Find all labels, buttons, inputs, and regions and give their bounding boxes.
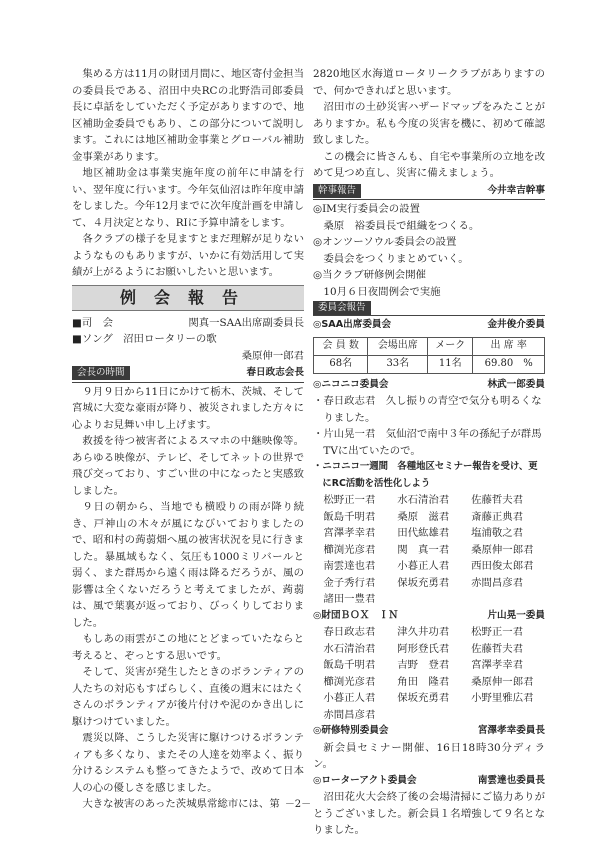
box-name-list xyxy=(313,624,545,723)
secretary-item-5: ◎当クラブ研修例会開催 xyxy=(313,269,426,281)
meeting-report-banner: 例会報告 xyxy=(72,285,304,311)
president-paragraph-6: 震災以降、こうした災害に駆けつけるボランティアも多くなり、またその人達を効率よく、振り分けるシステムも整ってきたようで、改めて日本人の心の優しさを感じました。 xyxy=(72,732,304,794)
name-row xyxy=(313,509,545,526)
member-name: 赤間昌彦君 xyxy=(471,576,524,589)
secretary-item-6: 10月６日夜間例会で実施 xyxy=(323,285,441,298)
member-name: 松野正一君 xyxy=(323,494,376,506)
secretary-name: 今井幸吉幹事 xyxy=(487,184,545,196)
cont-paragraph-3: この機会に皆さんも、自宅や事業所の立地を改めて見つめ直し、災害に備えましょう。 xyxy=(313,150,545,179)
member-name: 松野正一君 xyxy=(471,626,524,638)
name-row xyxy=(313,558,545,575)
secretary-report-tag: 幹事報告 xyxy=(313,184,361,198)
member-name: 角田 隆君 xyxy=(397,675,450,688)
attendance-value-cell: 68名 xyxy=(314,355,368,373)
rotaract-header xyxy=(313,773,545,790)
member-name: 水石清治君 xyxy=(323,642,376,655)
rotaract-title: ◎ローターアクト委員会 xyxy=(313,774,417,786)
member-name: 保坂充勇君 xyxy=(397,576,450,589)
member-name: 桑原 滋君 xyxy=(397,510,450,523)
member-name: 小暮正人君 xyxy=(323,692,376,704)
box-title: ◎財団ＢＯＸ ＩＮ xyxy=(313,609,399,621)
member-name: 斎藤正典君 xyxy=(471,510,524,523)
name-row xyxy=(313,591,545,608)
kenshu-text: 新会員セミナー開催、16日18時30分ディラン。 xyxy=(313,741,545,770)
nikoniko-item-2: ・片山晃一君 気仙沼で南中３年の孫紀子が群馬TVに出ていたので。 xyxy=(313,428,542,457)
name-row xyxy=(313,624,545,641)
member-name: 佐藤哲夫君 xyxy=(471,642,524,655)
president-name: 春日政志会長 xyxy=(246,367,304,378)
shikai-label: ■司 会 xyxy=(72,316,113,329)
president-paragraph-2: 救援を待つ被害者によるスマホの中継映像等。あらゆる映像が、テレビ、そしてネットの世界で飛び交っており、すごい世の中になったと実感致しました。 xyxy=(72,435,304,497)
saa-header xyxy=(313,317,545,334)
member-name: 諸田一豊君 xyxy=(323,593,376,605)
member-name: 宮澤孝幸君 xyxy=(323,527,376,539)
cont-paragraph-2: 沼田市の土砂災害ハザードマップをみたことがありますか。私も今度の災害を機に、初めて確認致しました。 xyxy=(313,101,545,146)
member-name: 阿形登氏君 xyxy=(397,642,450,655)
nikoniko-name-list xyxy=(313,492,545,608)
kenshu-header xyxy=(313,723,545,740)
secretary-item-1: ◎IM実行委員会の設置 xyxy=(313,203,420,215)
secretary-item-4: 委員会をつくりまとめていく。 xyxy=(323,252,469,265)
attendance-header-row xyxy=(314,337,545,355)
intro-paragraph-3: 各クラブの様子を見ますとまだ理解が足りないようなものもありますが、いかに有効活用して実績が上がるようにお願いしたいと思います。 xyxy=(72,233,304,278)
attendance-header-cell: メーク xyxy=(428,337,473,355)
song-line: ■ソング 沼田ロータリーの歌 xyxy=(72,333,217,345)
member-name: 南雲達也君 xyxy=(323,560,376,572)
page-number: －2－ xyxy=(284,799,312,810)
secretary-item-3: ◎オンツーソウル委員会の設置 xyxy=(313,236,457,248)
member-name: 飯島千明君 xyxy=(323,659,376,671)
member-name: 田代紘雄君 xyxy=(397,527,450,539)
member-name: 塩浦敬之君 xyxy=(471,527,524,539)
name-row xyxy=(313,674,545,691)
member-name: 櫛渕光彦君 xyxy=(323,675,376,688)
secretary-report-header xyxy=(313,183,545,201)
member-name: 保坂充勇君 xyxy=(397,692,450,704)
rotaract-text: 沼田花火大会終了後の会場清掃にご協力ありがとうございました。新会員１名増強して９名となりました。 xyxy=(313,791,545,836)
left-column xyxy=(72,66,304,813)
president-paragraph-7: 大きな被害のあった茨城県常総市には、第 xyxy=(82,798,280,810)
president-paragraph-1: ９月９日から11日にかけて栃木、茨城、そして宮城に大変な豪雨が降り、被災されました方々に心よりお見舞い申し上げます。 xyxy=(72,385,304,431)
member-name: 飯島千明君 xyxy=(323,510,376,523)
member-name: 小暮正人君 xyxy=(397,560,450,572)
member-name: 桑原伸一郎君 xyxy=(471,543,534,556)
shikai-value: 関真一SAA出席副委員長 xyxy=(188,316,304,329)
committee-report-tag: 委員会報告 xyxy=(313,301,371,315)
name-row xyxy=(313,707,545,724)
cont-paragraph-1: 2820地区水海道ロータリークラブがありますので、何かできればと思います。 xyxy=(313,68,545,97)
empty-name-slot xyxy=(471,591,545,608)
president-time-header xyxy=(72,365,304,383)
attendance-value-row xyxy=(314,355,545,373)
name-row xyxy=(313,542,545,559)
nikoniko-title: ◎ニコニコ委員会 xyxy=(313,378,389,390)
right-column xyxy=(313,66,545,839)
president-paragraph-4: もしあの雨雲がこの地にとどまっていたならと考えると、ぞっとする思いです。 xyxy=(72,633,304,662)
empty-name-slot xyxy=(471,707,545,724)
president-paragraph-5: そして、災害が発生したときのボランティアの人たちの対応もすばらしく、直後の週末にはたくさんのボランティアが後片付けや泥のかき出しに駆けつけていました。 xyxy=(72,666,304,728)
attendance-header-cell: 出 席 率 xyxy=(473,337,545,355)
nikoniko-header xyxy=(313,377,545,394)
name-row xyxy=(313,690,545,707)
member-name: 関 真一君 xyxy=(397,543,450,556)
secretary-item-2: 桑原 裕委員長で組織をつくる。 xyxy=(323,219,480,232)
attendance-table xyxy=(313,337,545,374)
name-row xyxy=(313,657,545,674)
saa-title: ◎SAA出席委員会 xyxy=(313,319,392,330)
chair-line xyxy=(72,315,304,332)
box-header xyxy=(313,608,545,625)
kenshu-chair: 宮澤孝幸委員長 xyxy=(477,725,545,736)
saa-chair: 金井俊介委員 xyxy=(487,319,545,330)
member-name: 小野里雅広君 xyxy=(471,692,534,704)
member-name: 水石清治君 xyxy=(397,494,450,506)
member-name: 津久井功君 xyxy=(397,626,450,638)
member-name: 桑原伸一郎君 xyxy=(471,675,534,688)
intro-paragraph-2: 地区補助金は事業実施年度の前年に申請を行い、翌年度に行います。今年気仙沼は昨年度申請をしました。今年12月までに次年度計画を申請して、４月決定となり、RIに予算申請をします。 xyxy=(72,167,304,229)
nikoniko-item-3: ・ニコニコ一週間 各種地区セミナー報告を受け、更にRC活動を活性化しよう xyxy=(313,461,538,489)
name-row xyxy=(313,641,545,658)
intro-paragraph-1: 集める方は11月の財団月間に、地区寄付金担当の委員長である、沼田中央RCの北野浩司郎委員長に卓話をしていただく予定がありますので、地区補助金委員でもあり、この部分について説明します。これには地区補助金事業とグローバル補助金事業があります。 xyxy=(72,68,304,163)
member-name: 佐藤哲夫君 xyxy=(471,494,524,506)
attendance-header-cell: 会 員 数 xyxy=(314,337,368,355)
member-name: 西田俊太郎君 xyxy=(471,560,534,572)
member-name: 金子秀行君 xyxy=(323,576,376,589)
kenshu-title: ◎研修特別委員会 xyxy=(313,725,389,736)
name-row xyxy=(313,525,545,542)
member-name: 宮澤孝幸君 xyxy=(471,659,524,671)
name-row xyxy=(313,575,545,592)
rotaract-chair: 南雲達也委員長 xyxy=(477,774,545,786)
empty-name-slot xyxy=(397,591,471,608)
committee-report-header xyxy=(313,301,545,316)
president-time-tag: 会長の時間 xyxy=(72,366,130,380)
song-leader: 桑原伸一郎君 xyxy=(241,349,304,362)
member-name: 吉野 登君 xyxy=(397,659,450,671)
nikoniko-chair: 林武一郎委員 xyxy=(487,378,545,390)
member-name: 櫛渕光彦君 xyxy=(323,543,376,556)
attendance-value-cell: 11名 xyxy=(428,355,473,373)
name-row xyxy=(313,492,545,509)
box-chair: 片山晃一委員 xyxy=(487,609,545,621)
member-name: 赤間昌彦君 xyxy=(323,708,376,721)
nikoniko-item-1: ・春日政志君 久し振りの青空で気分も明るくなりました。 xyxy=(313,395,542,424)
attendance-header-cell: 会場出席 xyxy=(368,337,428,355)
member-name: 春日政志君 xyxy=(323,626,376,638)
attendance-value-cell: 33名 xyxy=(368,355,428,373)
president-paragraph-3: ９日の朝から、当地でも横殴りの雨が降り続き、戸神山の木々が風になびいておりましたので、昭和村の蒟蒻畑へ風の被害状況を見に行きました。暴風域もなく、気圧も1000ミリバールと弱く、また群馬から遠く雨は降るだろうが、風の影響は全くないだろうと考えてましたが、蒟蒻は、風で葉裏が返っており、びっくりしておりました。 xyxy=(72,501,304,629)
attendance-value-cell: 69.80 % xyxy=(473,355,545,373)
empty-name-slot xyxy=(397,707,471,724)
